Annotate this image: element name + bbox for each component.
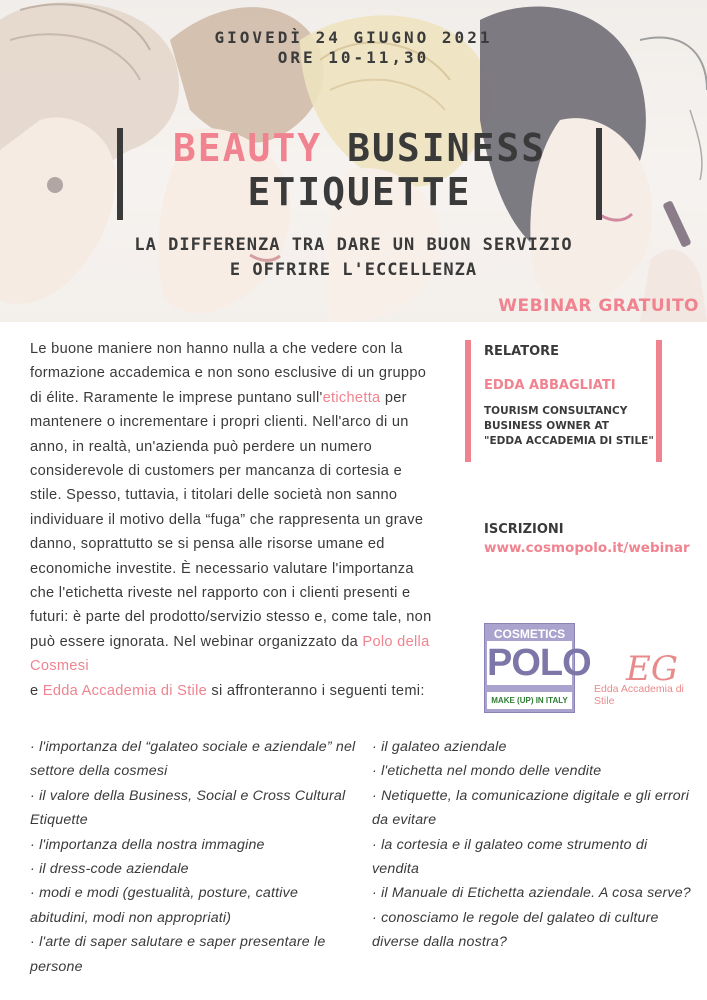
list-item: · Netiquette, la comunicazione digitale e gli errori da evitare xyxy=(372,787,690,829)
speaker-box-right-bar xyxy=(656,340,662,462)
list-item: · l'arte di saper salutare e saper presentare le persone xyxy=(30,934,326,975)
iscrizioni-label: ISCRIZIONI xyxy=(484,522,564,537)
intro-text-1: Le buone maniere non hanno nulla a che vedere con la formazione accademica e non sono esclusive di un gruppo di élite. Raramente le imprese puntano sull' xyxy=(30,341,427,406)
speaker-name: EDDA ABBAGLIATI xyxy=(484,378,616,393)
topics-list-left xyxy=(30,735,360,979)
title-rest: BUSINESS xyxy=(322,126,547,170)
event-time: ORE 10-11,30 xyxy=(277,48,430,67)
title-right-bar xyxy=(596,128,602,220)
intro-text-4: si affronteranno i seguenti temi: xyxy=(207,682,425,699)
list-item: · conosciamo le regole del galateo di culture diverse dalla nostra? xyxy=(372,909,659,951)
list-item: · l'importanza della nostra immagine xyxy=(30,836,265,853)
cosmetics-polo-logo xyxy=(484,623,591,713)
intro-paragraph xyxy=(30,337,438,703)
subtitle-line-2: E OFFRIRE L'ECCELLENZA xyxy=(229,260,478,280)
role-line-2: BUSINESS OWNER AT xyxy=(484,420,609,432)
list-item: · la cortesia e il galateo come strumento di vendita xyxy=(372,836,648,878)
event-date: GIOVEDÌ 24 GIUGNO 2021 xyxy=(214,28,493,47)
topics-list-right xyxy=(372,735,692,955)
list-item: · il dress-code aziendale xyxy=(30,861,189,878)
speaker-box-left-bar xyxy=(465,340,471,462)
list-item: · il galateo aziendale xyxy=(372,739,507,755)
webinar-label: WEBINAR GRATUITO xyxy=(498,296,699,316)
role-line-3: "EDDA ACCADEMIA DI STILE" xyxy=(484,435,654,447)
list-item: · modi e modi (gestualità, posture, cattive abitudini, modi non appropriati) xyxy=(30,885,299,926)
relatore-label: RELATORE xyxy=(484,344,560,359)
polo-logo-bottom: MAKE (UP) IN ITALY xyxy=(487,692,572,709)
polo-cosmesi-link[interactable]: Polo della Cosmesi xyxy=(30,633,430,675)
list-item: · l'importanza del “galateo sociale e aziendale” nel settore della cosmesi xyxy=(30,739,356,780)
title-accent-word: BEAUTY xyxy=(172,126,323,170)
registration-link[interactable]: www.cosmopolo.it/webinar xyxy=(484,540,690,556)
list-item: · il Manuale di Etichetta aziendale. A cosa serve? xyxy=(372,885,691,902)
list-item: · il valore della Business, Social e Cross Cultural Etiquette xyxy=(30,787,346,829)
edda-monogram: EG xyxy=(626,649,678,689)
etichetta-link[interactable]: etichetta xyxy=(322,389,381,406)
polo-logo-main: POLO xyxy=(487,642,591,684)
page-title-line-2: ETIQUETTE xyxy=(247,170,472,214)
polo-logo-top: COSMETICS xyxy=(493,627,566,641)
subtitle-line-1: LA DIFFERENZA TRA DARE UN BUON SERVIZIO xyxy=(134,235,573,255)
edda-accademia-link[interactable]: Edda Accademia di Stile xyxy=(42,682,208,699)
list-item: · l'etichetta nel mondo delle vendite xyxy=(372,763,602,780)
role-line-1: TOURISM CONSULTANCY xyxy=(484,405,628,417)
intro-text-2: per mantenere o incrementare i propri clienti. Nell'arco di un anno, in realtà, un'azienda può perdere un numero considerevole di customers per mancanza di cortesia e stile. Spesso, tuttavia, i titolari delle società non sanno individuare il motivo della “fuga” che rappresenta un grave danno, soprattutto se si pensa alle risorse umane ed economiche investite. È necessario valutare l'importanza che l'etichetta riveste nel rapporto con i clienti presenti e futuri: è parte del prodotto/servizio stesso e, come tale, non può essere ignorata. Nel webinar organizzato da xyxy=(30,389,432,650)
intro-text-3: e xyxy=(30,682,43,699)
hero-illustration xyxy=(0,0,707,322)
edda-logo-name: Edda Accademia di Stile xyxy=(594,683,684,707)
speaker-role xyxy=(484,404,654,449)
page-title-line-1 xyxy=(123,128,596,168)
